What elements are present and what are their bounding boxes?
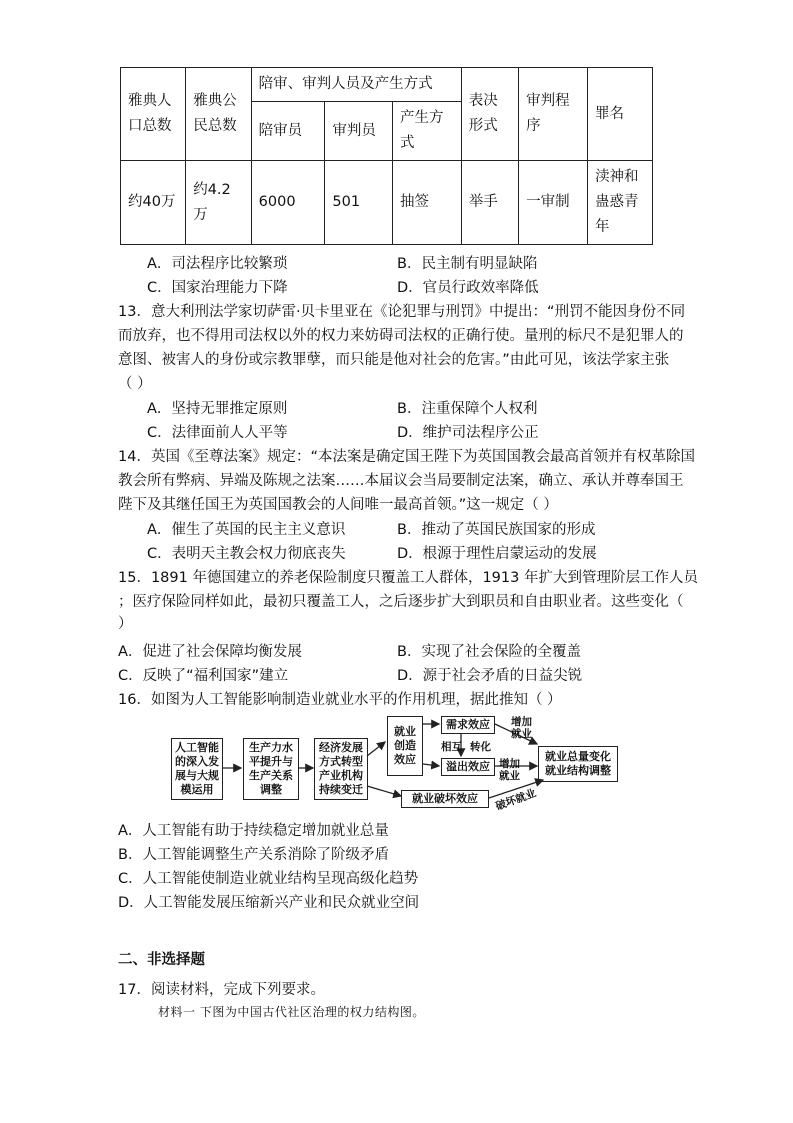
q16-option-b[interactable]: B．人工智能调整生产关系消除了阶级矛盾 <box>118 847 389 863</box>
q15-option-d[interactable]: D．源于社会矛盾的日益尖锐 <box>397 668 583 684</box>
label-convert: 转化 <box>470 741 491 753</box>
cell-procedure: 一审制 <box>519 161 588 245</box>
section-title: 二、非选择题 <box>118 952 205 968</box>
box-spillover-effect: 溢出效应 <box>441 758 495 776</box>
q14-stem-line3: 陛下及其继任国王为英国国教会的人间唯一最高首领。”这一规定（ ） <box>118 497 558 513</box>
q16-option-d[interactable]: D．人工智能发展压缩新兴产业和民众就业空间 <box>118 895 420 911</box>
box-job-destruction: 就业破坏效应 <box>401 790 489 808</box>
label-increase-employment-2: 增加就业 <box>499 758 520 782</box>
q15-option-c[interactable]: C．反映了“福利国家”建立 <box>118 668 289 684</box>
arrow-6 <box>423 764 439 766</box>
header-procedure: 审判程序 <box>519 68 588 161</box>
cell-vote: 举手 <box>461 161 518 245</box>
box-ai-development: 人工智能的深入发展与大规模运用 <box>171 738 223 800</box>
box-economic-transition: 经济发展方式转型产业机构持续变迁 <box>314 738 368 800</box>
header-method: 产生方式 <box>392 102 461 161</box>
cell-population: 约40万 <box>121 161 186 245</box>
q13-option-a[interactable]: A．坚持无罪推定原则 <box>147 401 288 417</box>
q12-option-a[interactable]: A．司法程序比较繁琐 <box>147 256 288 272</box>
material-one-caption: 材料一 下图为中国古代社区治理的权力结构图。 <box>158 1005 425 1019</box>
q15-option-b[interactable]: B．实现了社会保险的全覆盖 <box>397 644 581 660</box>
cell-judges: 501 <box>325 161 393 245</box>
q13-stem-line2: 而放弃，也不得用司法权以外的权力来妨碍司法权的正确行使。量刑的标尺不是犯罪人的 <box>118 328 684 344</box>
q15-stem-line1: 15．1891 年德国建立的养老保险制度只覆盖工人群体，1913 年扩大到管理阶层工作人员 <box>118 570 698 586</box>
q14-stem-line1: 14．英国《至尊法案》规定：“本法案是确定国王陛下为英国国教会最高首领并有权革除国 <box>118 449 695 465</box>
label-mutual: 相互 <box>441 741 462 753</box>
q12-option-b[interactable]: B．民主制有明显缺陷 <box>397 256 538 272</box>
ai-employment-diagram <box>165 714 625 814</box>
header-citizens: 雅典公民总数 <box>186 68 251 161</box>
q13-stem-line1: 13．意大利刑法学家切萨雷·贝卡里亚在《论犯罪与刑罚》中提出：“刑罚不能因身份不同 <box>118 304 686 320</box>
q14-option-b[interactable]: B．推动了英国民族国家的形成 <box>397 522 596 538</box>
box-demand-effect: 需求效应 <box>441 716 495 734</box>
q15-option-a[interactable]: A．促进了社会保障均衡发展 <box>118 644 302 660</box>
arrow-4 <box>367 786 401 796</box>
q13-option-b[interactable]: B．注重保障个人权利 <box>397 401 538 417</box>
header-jurors: 陪审员 <box>251 102 325 161</box>
cell-method: 抽签 <box>392 161 461 245</box>
header-judges: 审判员 <box>325 102 393 161</box>
q12-option-c[interactable]: C．国家治理能力下降 <box>147 280 288 296</box>
q15-stem-line3: ） <box>118 616 133 632</box>
q14-option-a[interactable]: A．催生了英国的民主主义意识 <box>147 522 346 538</box>
q16-option-c[interactable]: C．人工智能使制造业就业结构呈现高级化趋势 <box>118 871 419 887</box>
q16-option-a[interactable]: A．人工智能有助于持续稳定增加就业总量 <box>118 823 389 839</box>
cell-charge: 渎神和蛊惑青年 <box>587 161 652 245</box>
q13-stem-line3: 意图、被害人的身份或宗教罪孽，而只能是他对社会的危害。”由此可见，该法学家主张 <box>118 352 670 368</box>
box-productivity: 生产力水平提升与生产关系调整 <box>243 738 299 800</box>
q12-option-d[interactable]: D．官员行政效率降低 <box>397 280 539 296</box>
cell-citizens: 约4.2万 <box>186 161 251 245</box>
q14-stem-line2: 教会所有弊病、异端及陈规之法案……本届议会当局要制定法案，确立、承认并尊奉国王 <box>118 473 684 489</box>
q17-stem: 17．阅读材料，完成下列要求。 <box>118 982 325 998</box>
label-destroy-employment: 破坏就业 <box>494 787 538 813</box>
arrow-3 <box>367 742 385 756</box>
header-vote: 表决形式 <box>461 68 518 161</box>
box-employment-change: 就业总量变化就业结构调整 <box>538 746 618 782</box>
athens-trial-table <box>120 67 653 245</box>
q15-stem-line2: ；医疗保险同样如此，最初只覆盖工人，之后逐步扩大到职员和自由职业者。这些变化（ <box>118 594 684 610</box>
header-group: 陪审、审判人员及产生方式 <box>251 68 461 102</box>
q16-stem: 16．如图为人工智能影响制造业就业水平的作用机理，据此推知（ ） <box>118 692 562 708</box>
header-charge: 罪名 <box>587 68 652 161</box>
header-population: 雅典人口总数 <box>121 68 186 161</box>
label-increase-employment-1: 增加就业 <box>511 716 532 740</box>
box-job-creation: 就业创造效应 <box>387 716 423 776</box>
cell-jurors: 6000 <box>251 161 325 245</box>
q14-option-c[interactable]: C．表明天主教会权力彻底丧失 <box>147 546 346 562</box>
q13-option-d[interactable]: D．维护司法程序公正 <box>397 425 539 441</box>
q14-option-d[interactable]: D．根源于理性启蒙运动的发展 <box>397 546 597 562</box>
q13-stem-line4: （ ） <box>118 376 152 392</box>
q13-option-c[interactable]: C．法律面前人人平等 <box>147 425 288 441</box>
